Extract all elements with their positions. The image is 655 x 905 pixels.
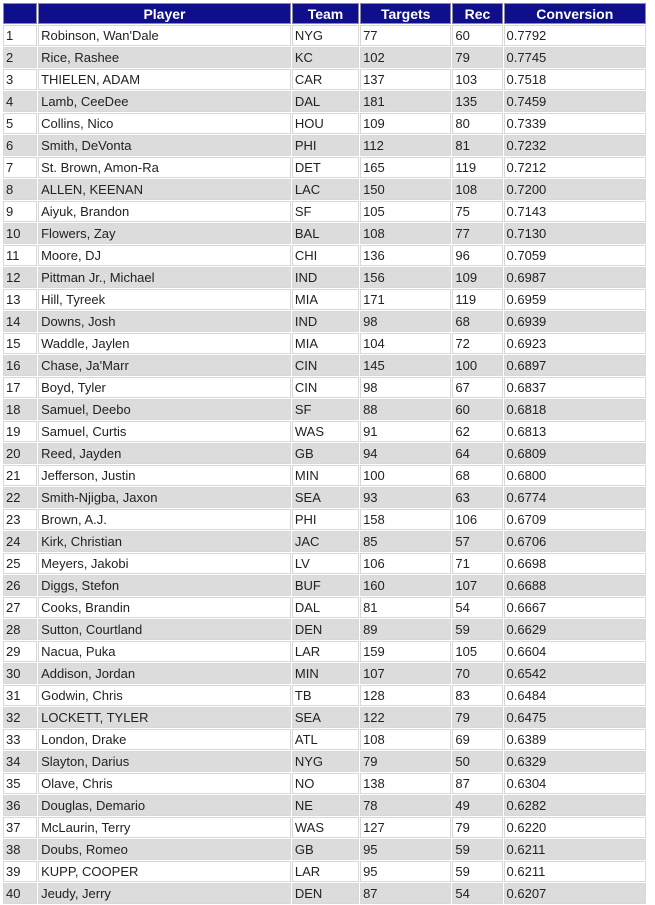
header-conversion[interactable]: Conversion bbox=[504, 3, 646, 24]
cell-rank: 22 bbox=[3, 487, 37, 508]
cell-team: TB bbox=[292, 685, 359, 706]
cell-player: Nacua, Puka bbox=[38, 641, 291, 662]
cell-conversion: 0.6304 bbox=[504, 773, 646, 794]
cell-rec: 72 bbox=[452, 333, 502, 354]
cell-team: JAC bbox=[292, 531, 359, 552]
cell-rank: 35 bbox=[3, 773, 37, 794]
cell-player: Jefferson, Justin bbox=[38, 465, 291, 486]
cell-rec: 96 bbox=[452, 245, 502, 266]
cell-team: LAR bbox=[292, 641, 359, 662]
cell-team: DAL bbox=[292, 91, 359, 112]
cell-rec: 60 bbox=[452, 399, 502, 420]
cell-rec: 59 bbox=[452, 619, 502, 640]
cell-conversion: 0.7059 bbox=[504, 245, 646, 266]
cell-team: GB bbox=[292, 443, 359, 464]
cell-targets: 85 bbox=[360, 531, 451, 552]
cell-targets: 156 bbox=[360, 267, 451, 288]
cell-player: LOCKETT, TYLER bbox=[38, 707, 291, 728]
cell-rank: 10 bbox=[3, 223, 37, 244]
table-row bbox=[3, 245, 646, 266]
cell-rank: 9 bbox=[3, 201, 37, 222]
cell-rank: 8 bbox=[3, 179, 37, 200]
cell-targets: 108 bbox=[360, 729, 451, 750]
cell-rec: 54 bbox=[452, 883, 502, 904]
cell-rec: 62 bbox=[452, 421, 502, 442]
cell-conversion: 0.6818 bbox=[504, 399, 646, 420]
cell-targets: 106 bbox=[360, 553, 451, 574]
cell-team: BAL bbox=[292, 223, 359, 244]
cell-conversion: 0.7200 bbox=[504, 179, 646, 200]
cell-player: Hill, Tyreek bbox=[38, 289, 291, 310]
cell-rank: 36 bbox=[3, 795, 37, 816]
table-row bbox=[3, 201, 646, 222]
table-row bbox=[3, 553, 646, 574]
cell-rank: 37 bbox=[3, 817, 37, 838]
cell-conversion: 0.6897 bbox=[504, 355, 646, 376]
cell-team: WAS bbox=[292, 817, 359, 838]
header-row bbox=[3, 3, 646, 24]
cell-conversion: 0.7459 bbox=[504, 91, 646, 112]
cell-player: Lamb, CeeDee bbox=[38, 91, 291, 112]
cell-targets: 95 bbox=[360, 839, 451, 860]
cell-conversion: 0.6211 bbox=[504, 839, 646, 860]
cell-player: ALLEN, KEENAN bbox=[38, 179, 291, 200]
cell-targets: 136 bbox=[360, 245, 451, 266]
cell-targets: 171 bbox=[360, 289, 451, 310]
cell-rec: 60 bbox=[452, 25, 502, 46]
cell-team: MIA bbox=[292, 289, 359, 310]
cell-player: THIELEN, ADAM bbox=[38, 69, 291, 90]
stats-table-container bbox=[2, 2, 647, 905]
table-row bbox=[3, 487, 646, 508]
cell-conversion: 0.6207 bbox=[504, 883, 646, 904]
cell-targets: 79 bbox=[360, 751, 451, 772]
table-row bbox=[3, 465, 646, 486]
cell-rec: 75 bbox=[452, 201, 502, 222]
cell-rank: 30 bbox=[3, 663, 37, 684]
cell-conversion: 0.6800 bbox=[504, 465, 646, 486]
cell-conversion: 0.6987 bbox=[504, 267, 646, 288]
cell-player: Smith-Njigba, Jaxon bbox=[38, 487, 291, 508]
cell-targets: 88 bbox=[360, 399, 451, 420]
cell-rank: 18 bbox=[3, 399, 37, 420]
table-body bbox=[3, 25, 646, 904]
table-row bbox=[3, 861, 646, 882]
cell-player: Slayton, Darius bbox=[38, 751, 291, 772]
table-row bbox=[3, 47, 646, 68]
cell-rank: 32 bbox=[3, 707, 37, 728]
cell-player: St. Brown, Amon-Ra bbox=[38, 157, 291, 178]
cell-targets: 109 bbox=[360, 113, 451, 134]
cell-team: SF bbox=[292, 399, 359, 420]
cell-rec: 59 bbox=[452, 839, 502, 860]
header-player[interactable]: Player bbox=[38, 3, 291, 24]
cell-targets: 98 bbox=[360, 377, 451, 398]
cell-targets: 128 bbox=[360, 685, 451, 706]
cell-conversion: 0.7339 bbox=[504, 113, 646, 134]
table-row bbox=[3, 839, 646, 860]
cell-player: McLaurin, Terry bbox=[38, 817, 291, 838]
cell-rec: 108 bbox=[452, 179, 502, 200]
cell-rec: 69 bbox=[452, 729, 502, 750]
cell-player: Doubs, Romeo bbox=[38, 839, 291, 860]
cell-rec: 103 bbox=[452, 69, 502, 90]
cell-targets: 159 bbox=[360, 641, 451, 662]
cell-rec: 81 bbox=[452, 135, 502, 156]
cell-player: Olave, Chris bbox=[38, 773, 291, 794]
cell-rec: 105 bbox=[452, 641, 502, 662]
table-row bbox=[3, 223, 646, 244]
cell-team: CHI bbox=[292, 245, 359, 266]
cell-rank: 21 bbox=[3, 465, 37, 486]
cell-rank: 25 bbox=[3, 553, 37, 574]
cell-rank: 2 bbox=[3, 47, 37, 68]
cell-team: PHI bbox=[292, 509, 359, 530]
cell-rank: 29 bbox=[3, 641, 37, 662]
cell-targets: 87 bbox=[360, 883, 451, 904]
cell-conversion: 0.6329 bbox=[504, 751, 646, 772]
cell-player: Jeudy, Jerry bbox=[38, 883, 291, 904]
cell-conversion: 0.6667 bbox=[504, 597, 646, 618]
cell-player: Sutton, Courtland bbox=[38, 619, 291, 640]
cell-player: Chase, Ja'Marr bbox=[38, 355, 291, 376]
cell-player: Pittman Jr., Michael bbox=[38, 267, 291, 288]
cell-rank: 19 bbox=[3, 421, 37, 442]
cell-rank: 14 bbox=[3, 311, 37, 332]
table-row bbox=[3, 333, 646, 354]
cell-player: Addison, Jordan bbox=[38, 663, 291, 684]
table-row bbox=[3, 707, 646, 728]
cell-rec: 54 bbox=[452, 597, 502, 618]
cell-team: MIN bbox=[292, 465, 359, 486]
cell-conversion: 0.6709 bbox=[504, 509, 646, 530]
table-row bbox=[3, 795, 646, 816]
cell-team: DEN bbox=[292, 619, 359, 640]
cell-rank: 16 bbox=[3, 355, 37, 376]
cell-conversion: 0.7745 bbox=[504, 47, 646, 68]
cell-team: CAR bbox=[292, 69, 359, 90]
cell-conversion: 0.7232 bbox=[504, 135, 646, 156]
cell-player: Rice, Rashee bbox=[38, 47, 291, 68]
cell-targets: 78 bbox=[360, 795, 451, 816]
cell-player: Reed, Jayden bbox=[38, 443, 291, 464]
cell-targets: 104 bbox=[360, 333, 451, 354]
cell-conversion: 0.6220 bbox=[504, 817, 646, 838]
cell-rec: 87 bbox=[452, 773, 502, 794]
table-row bbox=[3, 619, 646, 640]
cell-targets: 89 bbox=[360, 619, 451, 640]
cell-targets: 108 bbox=[360, 223, 451, 244]
cell-targets: 105 bbox=[360, 201, 451, 222]
cell-team: LAR bbox=[292, 861, 359, 882]
cell-team: BUF bbox=[292, 575, 359, 596]
cell-conversion: 0.7143 bbox=[504, 201, 646, 222]
cell-team: LAC bbox=[292, 179, 359, 200]
cell-conversion: 0.6282 bbox=[504, 795, 646, 816]
cell-player: Moore, DJ bbox=[38, 245, 291, 266]
cell-team: SEA bbox=[292, 487, 359, 508]
cell-team: IND bbox=[292, 311, 359, 332]
cell-player: Smith, DeVonta bbox=[38, 135, 291, 156]
cell-player: Godwin, Chris bbox=[38, 685, 291, 706]
table-row bbox=[3, 443, 646, 464]
cell-team: NE bbox=[292, 795, 359, 816]
table-row bbox=[3, 575, 646, 596]
cell-targets: 93 bbox=[360, 487, 451, 508]
table-row bbox=[3, 531, 646, 552]
cell-conversion: 0.6959 bbox=[504, 289, 646, 310]
cell-conversion: 0.6774 bbox=[504, 487, 646, 508]
cell-team: NYG bbox=[292, 25, 359, 46]
cell-team: CIN bbox=[292, 377, 359, 398]
cell-rec: 67 bbox=[452, 377, 502, 398]
cell-team: SEA bbox=[292, 707, 359, 728]
cell-team: WAS bbox=[292, 421, 359, 442]
cell-team: MIA bbox=[292, 333, 359, 354]
cell-rank: 33 bbox=[3, 729, 37, 750]
cell-rank: 5 bbox=[3, 113, 37, 134]
cell-team: DAL bbox=[292, 597, 359, 618]
table-row bbox=[3, 157, 646, 178]
cell-rank: 27 bbox=[3, 597, 37, 618]
cell-conversion: 0.7212 bbox=[504, 157, 646, 178]
header-rank bbox=[3, 3, 37, 24]
header-rec[interactable]: Rec bbox=[452, 3, 502, 24]
cell-rank: 20 bbox=[3, 443, 37, 464]
cell-conversion: 0.6923 bbox=[504, 333, 646, 354]
cell-rank: 40 bbox=[3, 883, 37, 904]
cell-player: Meyers, Jakobi bbox=[38, 553, 291, 574]
cell-team: CIN bbox=[292, 355, 359, 376]
cell-conversion: 0.7518 bbox=[504, 69, 646, 90]
cell-conversion: 0.6629 bbox=[504, 619, 646, 640]
cell-rec: 79 bbox=[452, 707, 502, 728]
cell-targets: 77 bbox=[360, 25, 451, 46]
cell-targets: 94 bbox=[360, 443, 451, 464]
cell-rec: 79 bbox=[452, 47, 502, 68]
cell-player: Collins, Nico bbox=[38, 113, 291, 134]
cell-conversion: 0.6706 bbox=[504, 531, 646, 552]
cell-team: LV bbox=[292, 553, 359, 574]
cell-rec: 59 bbox=[452, 861, 502, 882]
cell-conversion: 0.6688 bbox=[504, 575, 646, 596]
cell-rank: 31 bbox=[3, 685, 37, 706]
cell-conversion: 0.7130 bbox=[504, 223, 646, 244]
cell-team: SF bbox=[292, 201, 359, 222]
cell-player: Downs, Josh bbox=[38, 311, 291, 332]
cell-rec: 100 bbox=[452, 355, 502, 376]
cell-targets: 81 bbox=[360, 597, 451, 618]
table-row bbox=[3, 421, 646, 442]
cell-player: Robinson, Wan'Dale bbox=[38, 25, 291, 46]
cell-rec: 68 bbox=[452, 311, 502, 332]
cell-conversion: 0.6604 bbox=[504, 641, 646, 662]
cell-player: London, Drake bbox=[38, 729, 291, 750]
cell-rank: 4 bbox=[3, 91, 37, 112]
cell-player: Kirk, Christian bbox=[38, 531, 291, 552]
table-row bbox=[3, 311, 646, 332]
receiver-conversion-table bbox=[2, 2, 647, 905]
cell-targets: 181 bbox=[360, 91, 451, 112]
cell-rec: 109 bbox=[452, 267, 502, 288]
cell-team: GB bbox=[292, 839, 359, 860]
cell-targets: 112 bbox=[360, 135, 451, 156]
cell-targets: 158 bbox=[360, 509, 451, 530]
header-team[interactable]: Team bbox=[292, 3, 359, 24]
cell-rank: 23 bbox=[3, 509, 37, 530]
cell-player: Douglas, Demario bbox=[38, 795, 291, 816]
cell-targets: 122 bbox=[360, 707, 451, 728]
table-row bbox=[3, 751, 646, 772]
cell-conversion: 0.6813 bbox=[504, 421, 646, 442]
cell-targets: 91 bbox=[360, 421, 451, 442]
cell-conversion: 0.6809 bbox=[504, 443, 646, 464]
cell-team: ATL bbox=[292, 729, 359, 750]
cell-targets: 160 bbox=[360, 575, 451, 596]
cell-targets: 95 bbox=[360, 861, 451, 882]
cell-conversion: 0.6211 bbox=[504, 861, 646, 882]
table-row bbox=[3, 267, 646, 288]
table-row bbox=[3, 91, 646, 112]
cell-targets: 165 bbox=[360, 157, 451, 178]
cell-rec: 119 bbox=[452, 289, 502, 310]
cell-team: PHI bbox=[292, 135, 359, 156]
cell-rank: 26 bbox=[3, 575, 37, 596]
cell-rank: 3 bbox=[3, 69, 37, 90]
cell-rank: 11 bbox=[3, 245, 37, 266]
cell-team: KC bbox=[292, 47, 359, 68]
cell-player: Cooks, Brandin bbox=[38, 597, 291, 618]
cell-rank: 1 bbox=[3, 25, 37, 46]
cell-rec: 63 bbox=[452, 487, 502, 508]
cell-rank: 15 bbox=[3, 333, 37, 354]
cell-player: Samuel, Deebo bbox=[38, 399, 291, 420]
cell-rank: 6 bbox=[3, 135, 37, 156]
table-row bbox=[3, 355, 646, 376]
cell-player: KUPP, COOPER bbox=[38, 861, 291, 882]
cell-rec: 77 bbox=[452, 223, 502, 244]
cell-rec: 79 bbox=[452, 817, 502, 838]
cell-player: Brown, A.J. bbox=[38, 509, 291, 530]
cell-rank: 28 bbox=[3, 619, 37, 640]
table-row bbox=[3, 597, 646, 618]
cell-rank: 24 bbox=[3, 531, 37, 552]
cell-rec: 106 bbox=[452, 509, 502, 530]
cell-conversion: 0.6484 bbox=[504, 685, 646, 706]
table-row bbox=[3, 377, 646, 398]
cell-team: MIN bbox=[292, 663, 359, 684]
cell-targets: 127 bbox=[360, 817, 451, 838]
cell-team: IND bbox=[292, 267, 359, 288]
cell-rec: 135 bbox=[452, 91, 502, 112]
cell-targets: 138 bbox=[360, 773, 451, 794]
table-row bbox=[3, 135, 646, 156]
cell-player: Samuel, Curtis bbox=[38, 421, 291, 442]
cell-conversion: 0.6939 bbox=[504, 311, 646, 332]
table-row bbox=[3, 883, 646, 904]
table-row bbox=[3, 25, 646, 46]
table-row bbox=[3, 289, 646, 310]
cell-rank: 12 bbox=[3, 267, 37, 288]
cell-team: DET bbox=[292, 157, 359, 178]
cell-rank: 39 bbox=[3, 861, 37, 882]
cell-rank: 13 bbox=[3, 289, 37, 310]
cell-rec: 57 bbox=[452, 531, 502, 552]
header-targets[interactable]: Targets bbox=[360, 3, 451, 24]
cell-rec: 64 bbox=[452, 443, 502, 464]
table-row bbox=[3, 69, 646, 90]
cell-targets: 145 bbox=[360, 355, 451, 376]
cell-rec: 49 bbox=[452, 795, 502, 816]
cell-player: Flowers, Zay bbox=[38, 223, 291, 244]
cell-player: Diggs, Stefon bbox=[38, 575, 291, 596]
cell-rec: 83 bbox=[452, 685, 502, 706]
table-row bbox=[3, 663, 646, 684]
cell-player: Aiyuk, Brandon bbox=[38, 201, 291, 222]
cell-targets: 100 bbox=[360, 465, 451, 486]
cell-rank: 17 bbox=[3, 377, 37, 398]
cell-targets: 102 bbox=[360, 47, 451, 68]
cell-rec: 119 bbox=[452, 157, 502, 178]
cell-conversion: 0.6389 bbox=[504, 729, 646, 750]
table-row bbox=[3, 729, 646, 750]
cell-targets: 107 bbox=[360, 663, 451, 684]
cell-team: NO bbox=[292, 773, 359, 794]
cell-rec: 107 bbox=[452, 575, 502, 596]
cell-conversion: 0.6698 bbox=[504, 553, 646, 574]
cell-rec: 70 bbox=[452, 663, 502, 684]
table-row bbox=[3, 685, 646, 706]
cell-rec: 71 bbox=[452, 553, 502, 574]
cell-targets: 98 bbox=[360, 311, 451, 332]
cell-targets: 137 bbox=[360, 69, 451, 90]
cell-rank: 38 bbox=[3, 839, 37, 860]
cell-conversion: 0.7792 bbox=[504, 25, 646, 46]
cell-team: DEN bbox=[292, 883, 359, 904]
table-row bbox=[3, 113, 646, 134]
cell-player: Waddle, Jaylen bbox=[38, 333, 291, 354]
cell-rec: 68 bbox=[452, 465, 502, 486]
table-row bbox=[3, 179, 646, 200]
cell-player: Boyd, Tyler bbox=[38, 377, 291, 398]
table-row bbox=[3, 509, 646, 530]
cell-targets: 150 bbox=[360, 179, 451, 200]
cell-rec: 80 bbox=[452, 113, 502, 134]
table-row bbox=[3, 773, 646, 794]
cell-rank: 7 bbox=[3, 157, 37, 178]
cell-rank: 34 bbox=[3, 751, 37, 772]
table-row bbox=[3, 641, 646, 662]
cell-conversion: 0.6542 bbox=[504, 663, 646, 684]
cell-conversion: 0.6475 bbox=[504, 707, 646, 728]
table-row bbox=[3, 399, 646, 420]
cell-rec: 50 bbox=[452, 751, 502, 772]
table-row bbox=[3, 817, 646, 838]
cell-team: NYG bbox=[292, 751, 359, 772]
cell-conversion: 0.6837 bbox=[504, 377, 646, 398]
cell-team: HOU bbox=[292, 113, 359, 134]
